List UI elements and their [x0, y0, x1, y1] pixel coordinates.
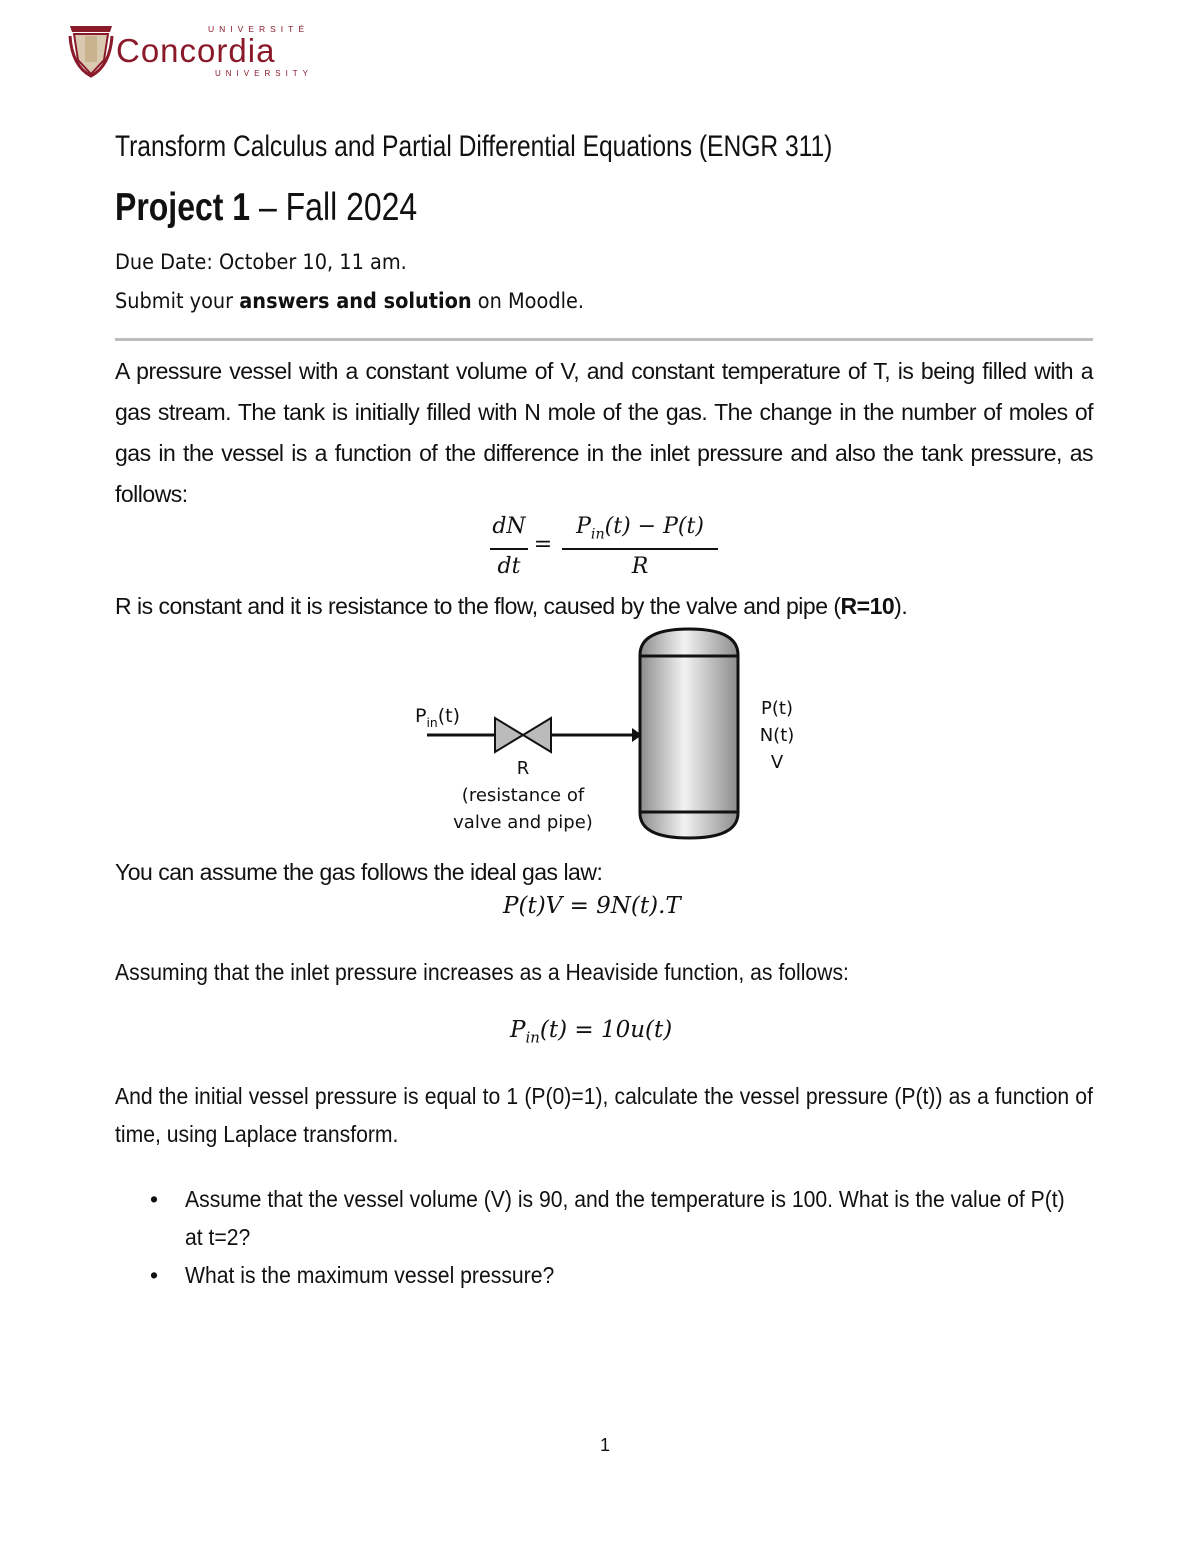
- rhs-num-p: P: [576, 514, 591, 539]
- submit-instructions: [115, 289, 584, 313]
- tank-labels: [746, 695, 808, 776]
- question-list: [150, 1180, 1093, 1294]
- valve-desc-line-2: valve and pipe): [453, 812, 593, 833]
- resistance-suffix: ).: [894, 593, 908, 619]
- inlet-pressure-label: [415, 705, 460, 730]
- bullet-icon: •: [150, 1186, 159, 1212]
- logo-top-text: UNIVERSITÉ: [208, 24, 310, 34]
- project-title-rest: – Fall 2024: [250, 186, 418, 229]
- initial-condition-paragraph: And the initial vessel pressure is equal to 1 (P(0)=1), calculate the vessel pressure (P(t)) as a function of time, using Laplace transform.: [115, 1083, 1093, 1147]
- concordia-crest-icon: [68, 22, 114, 78]
- lhs-denominator: dt: [497, 554, 521, 579]
- equals-sign: =: [533, 532, 553, 557]
- valve-label: [443, 755, 603, 836]
- list-item: [150, 1180, 1093, 1256]
- resistance-paragraph: [115, 586, 1093, 627]
- tank-pressure-label: P(t): [761, 698, 793, 719]
- horizontal-rule: [115, 338, 1093, 341]
- ideal-gas-equation: P(t)V = 9N(t).T: [503, 893, 681, 919]
- project-title-bold: Project 1: [115, 186, 251, 229]
- question-1-text: Assume that the vessel volume (V) is 90, and the temperature is 100. What is the value of P(t) at t=2?: [185, 1186, 1065, 1250]
- logo-bottom-text: UNIVERSITY: [215, 69, 314, 78]
- ideal-gas-paragraph: You can assume the gas follows the ideal gas law:: [115, 859, 603, 885]
- submit-prefix: Submit your: [115, 289, 240, 313]
- tank-body: [640, 629, 738, 838]
- submit-bold: answers and solution: [239, 289, 472, 313]
- rhs-num-sub: in: [590, 526, 605, 543]
- page-number: 1: [600, 1435, 611, 1455]
- due-date: Due Date: October 10, 11 am.: [115, 250, 407, 274]
- rhs-denominator: R: [631, 554, 649, 579]
- question-2-text: What is the maximum vessel pressure?: [185, 1262, 555, 1288]
- submit-suffix: on Moodle.: [471, 289, 584, 313]
- inlet-label-p: P: [415, 705, 427, 727]
- lhs-fraction-bar: [490, 548, 528, 550]
- tank-volume-label: V: [770, 752, 784, 773]
- resistance-value: R=10: [840, 593, 895, 619]
- rate-equation: [488, 512, 728, 584]
- eq3-p: P: [510, 1017, 526, 1043]
- valve-left-triangle: [495, 718, 523, 752]
- concordia-logo: [68, 20, 314, 82]
- list-item: [150, 1256, 1093, 1294]
- inlet-label-rest: (t): [437, 705, 461, 727]
- heaviside-equation: [510, 1017, 672, 1047]
- rhs-numerator: [560, 514, 720, 542]
- project-title: [115, 186, 417, 230]
- valve-right-triangle: [523, 718, 551, 752]
- course-title: Transform Calculus and Partial Differential Equations (ENGR 311): [115, 130, 833, 163]
- valve-r-label: R: [516, 758, 530, 779]
- heaviside-paragraph: Assuming that the inlet pressure increases as a Heaviside function, as follows:: [115, 959, 849, 985]
- lhs-numerator: dN: [492, 514, 526, 539]
- bullet-icon: •: [150, 1262, 159, 1288]
- rhs-num-rest: (t) − P(t): [604, 514, 704, 539]
- problem-intro-paragraph: A pressure vessel with a constant volume of V, and constant temperature of T, is being filled with a gas stream. The tank is initially filled with N mole of the gas. The change in the number of moles of gas in the vessel is a function of the difference in the inlet pressure and also the tank pressure, as follows:: [115, 358, 1093, 507]
- vessel-diagram: [400, 625, 820, 855]
- eq3-rest: (t) = 10u(t): [539, 1017, 673, 1043]
- tank-moles-label: N(t): [759, 725, 795, 746]
- inlet-label-sub: in: [426, 715, 438, 730]
- rhs-fraction-bar: [562, 548, 718, 550]
- eq3-sub: in: [525, 1028, 540, 1047]
- valve-desc-line-1: (resistance of: [461, 785, 585, 806]
- logo-main-text: Concordia: [116, 32, 276, 69]
- resistance-prefix: R is constant and it is resistance to the flow, caused by the valve and pipe (: [115, 593, 841, 619]
